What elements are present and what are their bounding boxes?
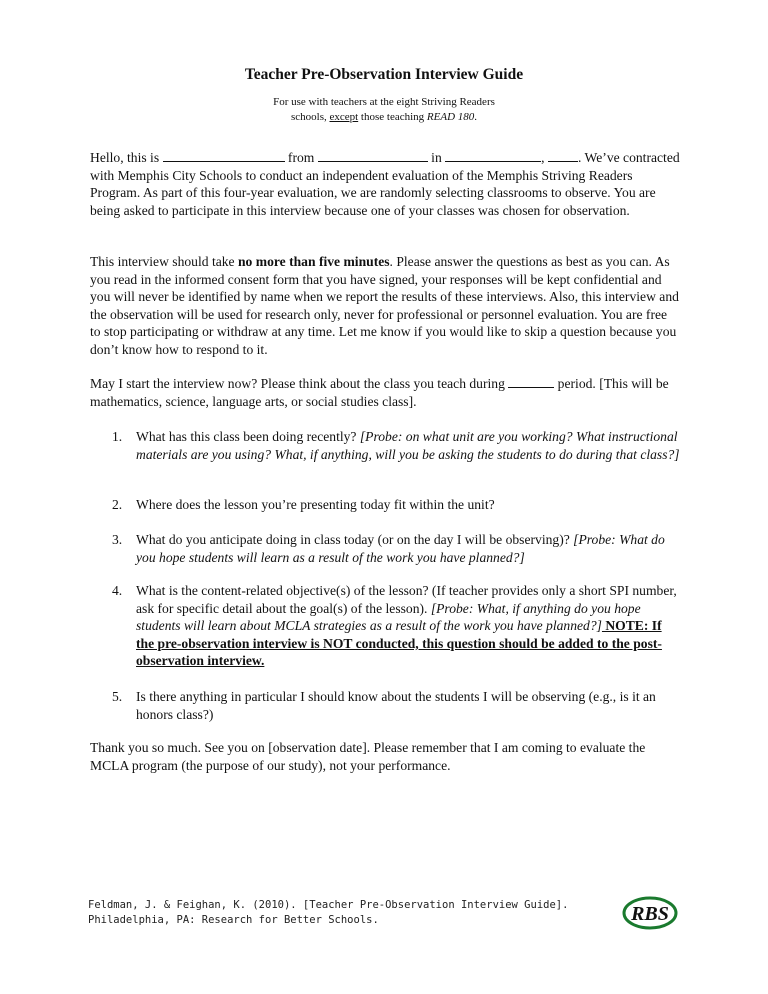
subtitle-text: those teaching <box>358 111 427 123</box>
subtitle-text: . <box>474 111 478 123</box>
para3-post: period. [This will be mathematics, science, language arts, or social studies class]. <box>90 376 669 409</box>
document-title: Teacher Pre-Observation Interview Guide <box>244 66 524 83</box>
citation-footer <box>88 898 568 928</box>
question-text: What do you anticipate doing in class today (or on the day I will be observing)? <box>136 532 574 547</box>
question-4 <box>112 582 680 670</box>
subtitle-except: except <box>329 111 359 123</box>
question-number: 2. <box>112 497 123 512</box>
subtitle-read180: READ 180 <box>426 111 475 123</box>
citation-line-1: Feldman, J. & Feighan, K. (2010). [Teacher Pre-Observation Interview Guide]. <box>88 899 569 911</box>
question-number: 3. <box>112 532 123 547</box>
para2-post: . Please answer the questions as best as you can. As you read in the informed consent form that you have signed, your responses will be kept confidential and you will never be identified by name when we report the results of these interviews. Also, this interview and the observation will be used for research only, never for professional or personnel evaluation. You are free to stop participating or withdraw at any time. Let me know if you would like to skip a question because you don’t know how to respond to it. <box>90 254 679 357</box>
subtitle-line-2 <box>0 110 768 125</box>
question-number: 4. <box>112 583 123 598</box>
name-blank <box>163 149 285 162</box>
citation-line-2: Philadelphia, PA: Research for Better Schools. <box>88 914 379 926</box>
question-probe: [Probe: What do you hope students will learn as a result of the work you have planned?] <box>136 532 665 565</box>
question-number: 5. <box>112 689 123 704</box>
question-2 <box>112 496 680 514</box>
period-blank <box>508 375 554 388</box>
intro-hello: Hello, this is <box>90 150 160 165</box>
svg-text:RBS: RBS <box>631 903 669 925</box>
document-subtitle <box>0 95 768 125</box>
question-body <box>136 531 680 566</box>
para2-bold: no more than five minutes <box>238 254 390 269</box>
question-text: What has this class been doing recently? <box>136 429 360 444</box>
question-body <box>136 582 680 670</box>
para2-pre: This interview should take <box>90 254 238 269</box>
question-text: Is there anything in particular I should know about the students I will be observing (e.g., is it an honors class?) <box>136 689 656 722</box>
question-probe: [Probe: on what unit are you working? What instructional materials are you using? What, if anything, will you be asking the students to do during that class?] <box>136 429 680 462</box>
question-1 <box>112 428 680 463</box>
question-text: Where does the lesson you’re presenting today fit within the unit? <box>136 497 495 512</box>
intro-in: in <box>431 150 442 165</box>
organization-blank <box>318 149 428 162</box>
question-text: What is the content-related objective(s) of the lesson? (If teacher provides only a short SPI number, ask for specific detail about the goal(s) of the lesson). <box>136 583 677 616</box>
rbs-logo-icon <box>622 896 678 930</box>
question-probe: [Probe: What, if anything do you hope students will learn about MCLA strategies as a result of the work you have planned?] <box>136 600 641 634</box>
paragraph-three <box>90 375 680 410</box>
paragraph-two <box>90 253 680 359</box>
question-body <box>136 688 680 723</box>
para3-pre: May I start the interview now? Please think about the class you teach during <box>90 376 509 391</box>
question-body <box>136 496 680 514</box>
closing-paragraph: Thank you so much. See you on [observation date]. Please remember that I am coming to evaluate the MCLA program (the purpose of our study), not your performance. <box>90 740 646 773</box>
question-body <box>136 428 680 463</box>
question-5 <box>112 688 680 723</box>
intro-comma: , <box>541 150 545 165</box>
question-note: NOTE: If the pre-observation interview is NOT conducted, this question should be added to the post-observation interview. <box>136 618 662 669</box>
intro-paragraph <box>90 149 680 219</box>
question-3 <box>112 531 680 566</box>
month-blank <box>445 149 541 162</box>
subtitle-text: schools, <box>290 111 330 123</box>
intro-from: from <box>287 150 315 165</box>
year-blank <box>548 149 578 162</box>
subtitle-line-1: For use with teachers at the eight Striving Readers <box>273 96 495 108</box>
intro-rest: . We’ve contracted with Memphis City Schools to conduct an independent evaluation of the Memphis Striving Readers Program. As part of this four-year evaluation, we are randomly selecting classrooms to observe. You are being asked to participate in this interview because one of your classes was chosen for observation. <box>90 150 680 218</box>
question-number: 1. <box>112 429 123 444</box>
